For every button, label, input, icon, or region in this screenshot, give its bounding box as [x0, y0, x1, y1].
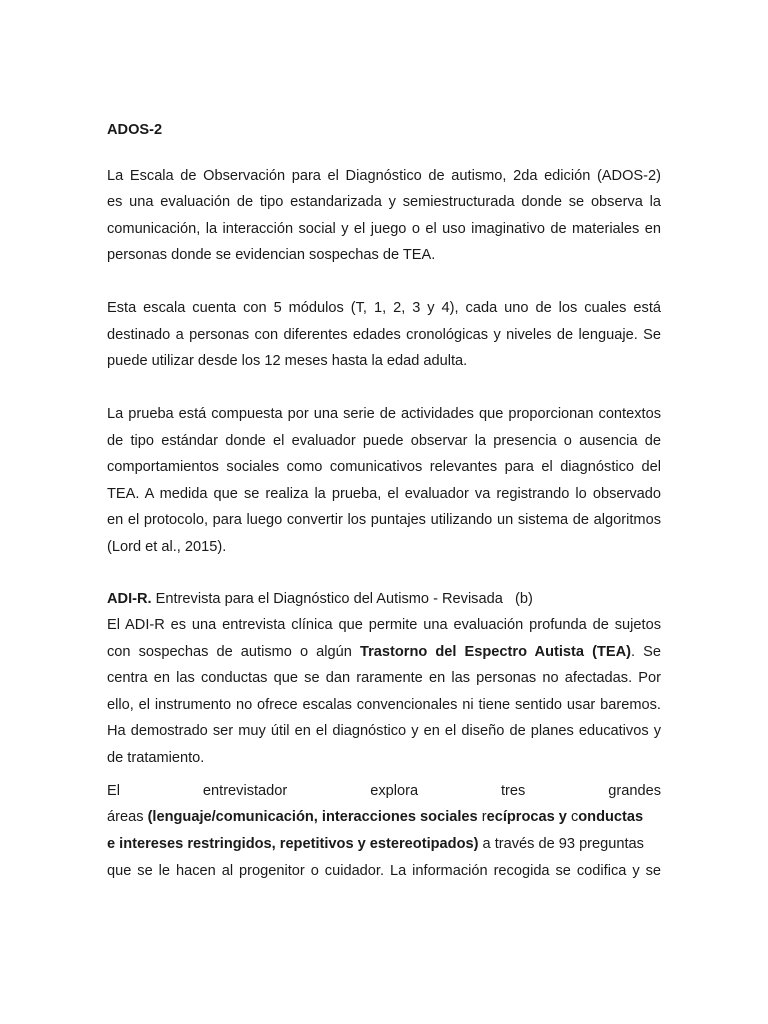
adir-p1-line: El ADI-R es una entrevista clínica que permite una evaluación profunda de sujetos	[107, 617, 661, 633]
ados-p3-line: TEA. A medida que se realiza la prueba, el evaluador va registrando lo observado	[107, 486, 661, 502]
adir-p2-text: c	[570, 809, 579, 825]
adir-p2-word: entrevistador	[202, 783, 288, 799]
adir-heading-text: Entrevista para el Diagnóstico del Autismo - Revisada (b)	[151, 591, 533, 607]
ados-p2-line: puede utilizar desde los 12 meses hasta la edad adulta.	[107, 353, 468, 369]
ados-p3-line: comportamientos sociales como comunicativos relevantes para el diagnóstico del	[107, 459, 661, 475]
ados-p3-line: La prueba está compuesta por una serie de actividades que proporcionan contextos	[107, 406, 661, 422]
adir-tea-bold: Trastorno del Espectro Autista (TEA)	[359, 644, 631, 660]
adir-p2-word: tres	[501, 783, 526, 799]
ados-p2-line: Esta escala cuenta con 5 módulos (T, 1, 2, 3 y 4), cada uno de los cuales está	[107, 300, 661, 316]
adir-p1-text: con sospechas de autismo o algún	[107, 644, 360, 660]
adir-heading	[107, 589, 661, 609]
adir-p2-line	[107, 807, 661, 827]
ados-p2-line: destinado a personas con diferentes edades cronológicas y niveles de lenguaje. Se	[107, 327, 661, 343]
adir-p2-word: explora	[370, 783, 419, 799]
ados-p1-line: comunicación, la interacción social y el juego o el uso imaginativo de materiales en	[107, 221, 661, 237]
ados-p1-line: es una evaluación de tipo estandarizada y semiestructurada donde se observa la	[107, 194, 661, 210]
adir-p2-text: a través de 93 preguntas	[478, 836, 644, 852]
ados-p3-line: en el protocolo, para luego convertir los puntajes utilizando un sistema de algoritmos	[107, 512, 661, 528]
adir-p2-line	[107, 834, 661, 854]
adir-p1-line: centra en las conductas que se dan raramente en las personas no afectadas. Por	[107, 670, 661, 686]
adir-p1-line	[107, 642, 661, 662]
ados-heading: ADOS-2	[107, 122, 163, 138]
adir-areas-bold: e intereses restringidos, repetitivos y estereotipados)	[107, 836, 479, 852]
ados-p3-line: (Lord et al., 2015).	[107, 539, 227, 555]
adir-p2-line: que se le hacen al progenitor o cuidador. La información recogida se codifica y se	[107, 863, 661, 879]
adir-heading-bold: ADI-R.	[107, 591, 152, 607]
adir-p1-line: de tratamiento.	[107, 750, 205, 766]
adir-p2-text: áreas	[107, 809, 148, 825]
adir-areas-bold: onductas	[578, 809, 644, 825]
adir-p1-line: Ha demostrado ser muy útil en el diagnóstico y en el diseño de planes educativos y	[107, 723, 661, 739]
ados-p1-line: La Escala de Observación para el Diagnóstico de autismo, 2da edición (ADOS-2)	[107, 168, 661, 184]
adir-p2-word: El	[107, 783, 120, 799]
ados-p3-line: de tipo estándar donde el evaluador puede observar la presencia o ausencia de	[107, 433, 661, 449]
adir-p2-text: r	[481, 809, 487, 825]
adir-areas-bold: ecíprocas y	[486, 809, 571, 825]
adir-areas-bold: (lenguaje/comunicación, interacciones sociales	[147, 809, 482, 825]
adir-p1-line: ello, el instrumento no ofrece escalas convencionales ni tiene sentido usar baremos.	[107, 697, 661, 713]
adir-p1-text: . Se	[631, 644, 661, 660]
adir-p2-line	[107, 781, 661, 801]
adir-p2-word: grandes	[608, 783, 661, 799]
ados-p1-line: personas donde se evidencian sospechas de TEA.	[107, 247, 436, 263]
